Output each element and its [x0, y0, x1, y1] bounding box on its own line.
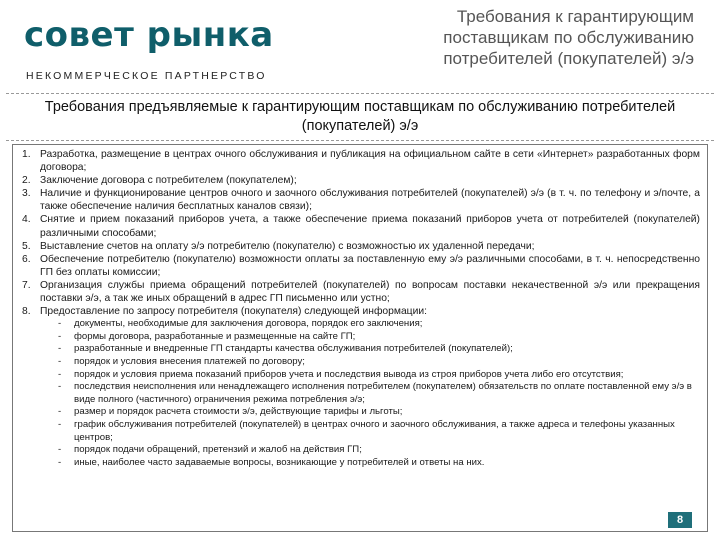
- logo: совет рынка: [24, 15, 274, 55]
- sub-list-item: [22, 331, 700, 344]
- item-number: 3.: [22, 188, 31, 200]
- item-number: 4.: [22, 214, 31, 226]
- list-item: [22, 148, 700, 174]
- dash-bullet: -: [58, 418, 62, 430]
- requirements-list: [22, 148, 700, 469]
- sub-item-text: порядок и условия внесения платежей по договору;: [74, 356, 305, 367]
- sub-list-item: [22, 369, 700, 382]
- sub-list-item: [22, 381, 700, 406]
- item-number: 1.: [22, 149, 31, 160]
- item-text: Наличие и функционирование центров очного и заочного обслуживания потребителей (покупателей) э/э (в т. ч. по телефону и э/почте, а также обеспечение наличия бесплатных каналов связи);: [40, 188, 700, 213]
- sub-item-text: разработанные и внедренные ГП стандарты качества обслуживания потребителей (покупателей);: [74, 343, 513, 355]
- item-number: 2.: [22, 175, 31, 187]
- sub-list-item: [22, 457, 700, 470]
- dash-bullet: -: [58, 444, 62, 456]
- dash-bullet: -: [58, 318, 62, 330]
- info-sublist: [22, 318, 700, 469]
- divider: [6, 140, 714, 141]
- logo-subtitle: НЕКОММЕРЧЕСКОЕ ПАРТНЕРСТВО: [26, 70, 267, 82]
- item-text: Выставление счетов на оплату э/э потребителю (покупателю) с возможностью их удаленной передачи;: [40, 240, 535, 252]
- dash-bullet: -: [58, 456, 62, 468]
- sub-list-item: [22, 356, 700, 369]
- dash-bullet: -: [58, 343, 62, 355]
- page-title: Требования к гарантирующим поставщикам по обслуживанию потребителей (покупателей) э/э: [443, 7, 694, 68]
- item-number: 8.: [22, 306, 31, 318]
- item-number: 6.: [22, 253, 31, 265]
- sub-item-text: порядок подачи обращений, претензий и жалоб на действия ГП;: [74, 444, 362, 456]
- list-item: [22, 187, 700, 213]
- sub-list-item: [22, 318, 700, 331]
- list-item: [22, 240, 700, 253]
- item-text: Предоставление по запросу потребителя (покупателя) следующей информации:: [40, 306, 427, 318]
- sub-item-text: документы, необходимые для заключения договора, порядок его заключения;: [74, 318, 423, 330]
- item-text: Снятие и прием показаний приборов учета, а также обеспечение приема показаний приборов учета от потребителей (покупателей) различными способами;: [40, 214, 700, 239]
- dash-bullet: -: [58, 368, 62, 380]
- item-number: 7.: [22, 279, 31, 291]
- sub-list-item: [22, 406, 700, 419]
- sub-list-item: [22, 419, 700, 444]
- list-item: [22, 213, 700, 239]
- divider: [6, 93, 714, 94]
- sub-item-text: порядок и условия приема показаний приборов учета и последствия вывода из строя приборов учета либо его отсутствия;: [74, 368, 624, 380]
- section-title: Требования предъявляемые к гарантирующим поставщикам по обслуживанию потребителей (покупателей) э/э: [44, 99, 676, 134]
- item-text: Организация службы приема обращений потребителей (покупателей) по вопросам поставки некачественной э/э или прекращения поставки э/э, а так же иных обращений в адрес ГП письменно или устно;: [40, 279, 700, 305]
- sub-item-text: иные, наиболее часто задаваемые вопросы, возникающие у потребителей и ответы на них.: [74, 456, 485, 468]
- sub-item-text: формы договора, разработанные и размещенные на сайте ГП;: [74, 330, 356, 342]
- item-number: 5.: [22, 240, 31, 252]
- list-item: [22, 305, 700, 318]
- sub-item-text: график обслуживания потребителей (покупателей) в центрах очного и заочного обслуживания, а также адреса и телефоны указанных центров;: [74, 418, 675, 443]
- sub-item-text: размер и порядок расчета стоимости э/э, действующие тарифы и льготы;: [74, 406, 403, 418]
- item-text: Разработка, размещение в центрах очного обслуживания и публикация на официальном сайте в сети «Интернет» разработанных форм договора;: [40, 149, 700, 174]
- sub-list-item: [22, 343, 700, 356]
- item-text: Заключение договора с потребителем (покупателем);: [40, 175, 297, 187]
- sub-item-text: последствия неисполнения или ненадлежащего исполнения потребителем (покупателем) обязательств по оплате поставленной ему э/э в виде полного (частичного) ограничения режима потребления э/э;: [74, 381, 692, 405]
- slide-header: [0, 0, 720, 92]
- page-number-badge: 8: [668, 512, 692, 528]
- item-text: Обеспечение потребителю (покупателю) возможности оплаты за поставленную ему э/э различными способами, в т. ч. непосредственно ГП без оплаты комиссии;: [40, 253, 700, 278]
- list-item: [22, 174, 700, 187]
- dash-bullet: -: [58, 406, 62, 418]
- sub-list-item: [22, 444, 700, 457]
- dash-bullet: -: [58, 356, 62, 367]
- dash-bullet: -: [58, 330, 62, 342]
- list-item: [22, 279, 700, 305]
- dash-bullet: -: [58, 381, 62, 393]
- list-item: [22, 253, 700, 279]
